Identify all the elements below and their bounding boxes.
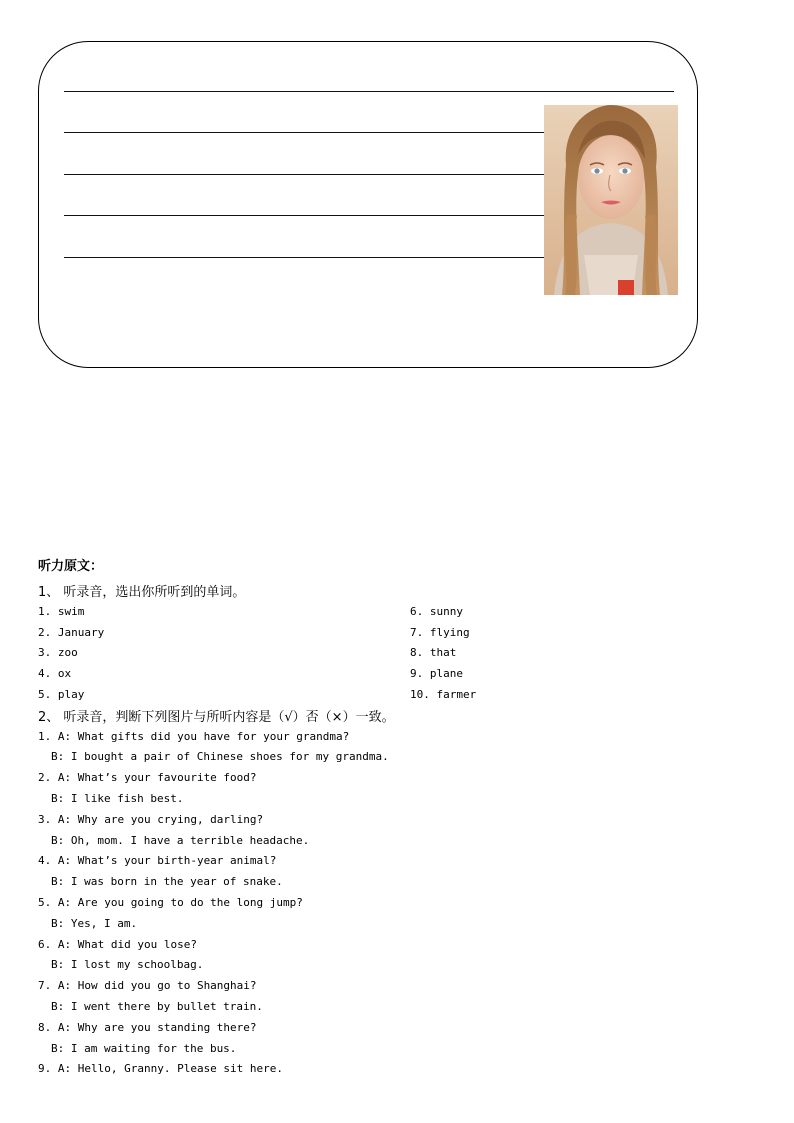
dialogue-line-a: 7. A: How did you go to Shanghai? [38, 979, 257, 992]
word-item: 4. ox [38, 667, 72, 680]
dialogue-line-a: 4. A: What’s your birth-year animal? [38, 854, 277, 867]
writing-line [64, 257, 544, 258]
girl-portrait-photo [544, 105, 678, 295]
word-item: 9. plane [410, 667, 463, 680]
word-item: 8. that [410, 646, 457, 659]
dialogue-line-b: B: I was born in the year of snake. [51, 875, 283, 888]
section-2-title: 2、 听录音，判断下列图片与所听内容是（√）否（×）一致。 [38, 710, 395, 725]
word-item: 7. flying [410, 626, 470, 639]
writing-line [64, 91, 674, 92]
writing-line [64, 174, 544, 175]
dialogue-line-a: 9. A: Hello, Granny. Please sit here. [38, 1062, 284, 1075]
word-item: 3. zoo [38, 646, 78, 659]
word-item: 2. January [38, 626, 105, 639]
dialogue-line-a: 8. A: Why are you standing there? [38, 1021, 257, 1034]
dialogue-line-b: B: I like fish best. [51, 792, 184, 805]
dialogue-line-a: 2. A: What’s your favourite food? [38, 771, 257, 784]
word-item: 1. swim [38, 605, 85, 618]
dialogue-line-a: 6. A: What did you lose? [38, 938, 197, 951]
word-item: 5. play [38, 688, 85, 701]
dialogue-line-a: 3. A: Why are you crying, darling? [38, 813, 264, 826]
word-item: 6. sunny [410, 605, 463, 618]
dialogue-line-b: B: I went there by bullet train. [51, 1000, 263, 1013]
dialogue-line-b: B: Oh, mom. I have a terrible headache. [51, 834, 310, 847]
writing-line [64, 215, 544, 216]
dialogue-line-b: B: I lost my schoolbag. [51, 958, 204, 971]
dialogue-line-b: B: I bought a pair of Chinese shoes for my grandma. [51, 750, 389, 763]
writing-line [64, 132, 544, 133]
section-1-title: 1、 听录音，选出你所听到的单词。 [38, 585, 246, 600]
dialogue-line-b: B: I am waiting for the bus. [51, 1042, 237, 1055]
listening-script-heading: 听力原文： [38, 559, 104, 574]
dialogue-line-a: 5. A: Are you going to do the long jump? [38, 896, 303, 909]
dialogue-line-b: B: Yes, I am. [51, 917, 138, 930]
word-item: 10. farmer [410, 688, 477, 701]
dialogue-line-a: 1. A: What gifts did you have for your grandma? [38, 730, 350, 743]
